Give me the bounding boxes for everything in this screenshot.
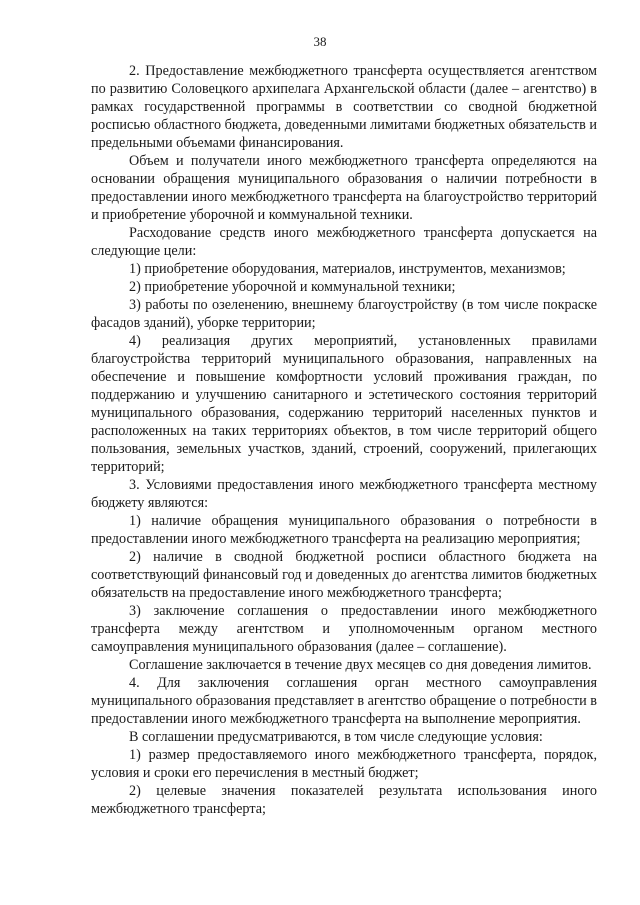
- paragraph: 4. Для заключения соглашения орган местного самоуправления муниципального образования представляет в агентство обращение о потребности в предоставлении иного межбюджетного трансферта на выполнение мероприятия.: [91, 675, 597, 727]
- paragraph: 3. Условиями предоставления иного межбюджетного трансферта местному бюджету являются:: [91, 477, 597, 511]
- page-number: 38: [313, 34, 327, 49]
- list-item: 2) приобретение уборочной и коммунальной техники;: [129, 279, 456, 295]
- paragraph: 2. Предоставление межбюджетного трансферта осуществляется агентством по развитию Соловецкого архипелага Архангельской области (далее – агентство) в рамках государственной программы в соответствии со сводной бюджетной росписью областного бюджета, доведенными лимитами бюджетных обязательств и предельными объемами финансирования.: [91, 63, 597, 151]
- paragraph: В соглашении предусматриваются, в том числе следующие условия:: [129, 729, 543, 745]
- list-item: 2) целевые значения показателей результата использования иного межбюджетного трансферта;: [91, 783, 597, 817]
- list-item: 4) реализация других мероприятий, установленных правилами благоустройства территорий муниципального образования, направленных на обеспечение и повышение комфортности условий проживания граждан, по поддержанию и улучшению санитарного и эстетического состояния территорий муниципального образования, содержанию территорий населенных пунктов и расположенных на таких территориях объектов, в том числе территорий общего пользования, земельных участков, зданий, строений, сооружений, прилегающих территорий;: [91, 333, 597, 475]
- document-body: [91, 62, 597, 818]
- paragraph: Расходование средств иного межбюджетного трансферта допускается на следующие цели:: [91, 225, 597, 259]
- list-item: 3) заключение соглашения о предоставлении иного межбюджетного трансферта между агентством и уполномоченным органом местного самоуправления муниципального образования (далее – соглашение).: [91, 603, 597, 655]
- paragraph: Соглашение заключается в течение двух месяцев со дня доведения лимитов.: [129, 657, 592, 673]
- list-item: 1) размер предоставляемого иного межбюджетного трансферта, порядок, условия и сроки его перечисления в местный бюджет;: [91, 747, 597, 781]
- list-item: 1) приобретение оборудования, материалов, инструментов, механизмов;: [129, 261, 566, 277]
- list-item: 1) наличие обращения муниципального образования о потребности в предоставлении иного межбюджетного трансферта на реализацию мероприятия;: [91, 513, 597, 547]
- paragraph: Объем и получатели иного межбюджетного трансферта определяются на основании обращения муниципального образования о наличии потребности в предоставлении иного межбюджетного трансферта на благоустройство территорий и приобретение уборочной и коммунальной техники.: [91, 153, 597, 223]
- list-item: 2) наличие в сводной бюджетной росписи областного бюджета на соответствующий финансовый год и доведенных до агентства лимитов бюджетных обязательств на предоставление иного межбюджетного трансферта;: [91, 549, 597, 601]
- list-item: 3) работы по озеленению, внешнему благоустройству (в том числе покраске фасадов зданий), уборке территории;: [91, 297, 597, 331]
